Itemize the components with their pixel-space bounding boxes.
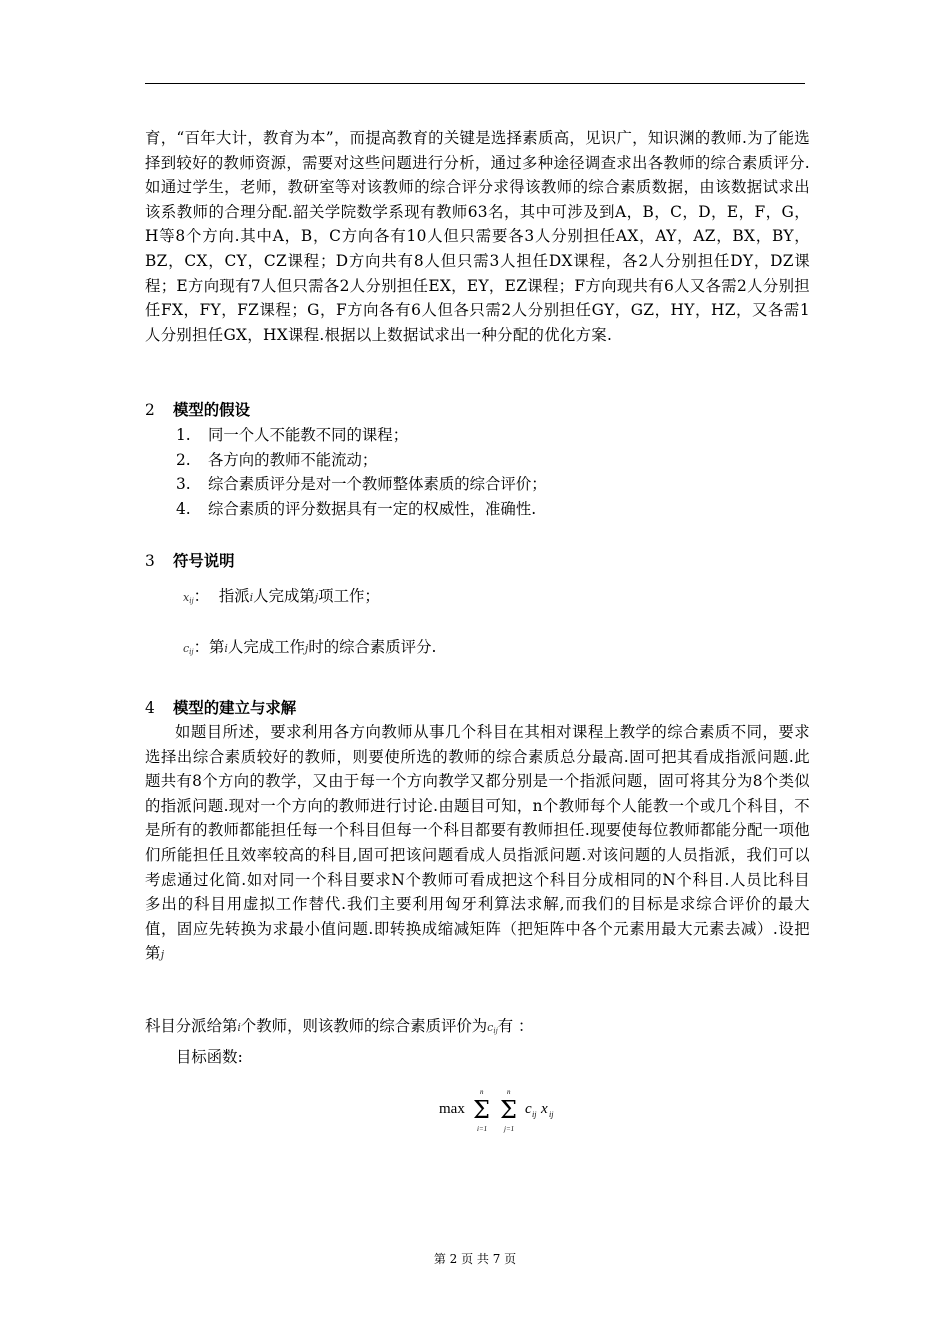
objective-formula (437, 1086, 577, 1136)
objective-label: 目标函数: (176, 1048, 243, 1066)
model-paragraph: 如题目所述，要求利用各方向教师从事几个科目在其相对课程上教学的综合素质不同，要求选择出综合素质较好的教师，则要使所选的教师的综合素质总分最高.固可把其看成指派问题.此题共有8个方向的教学，又由于每一个方向教学又都分别是一个指派问题，固可将其分为8个类似的指派问题.现对一个方向的教师进行讨论.由题目可知，n个教师每个人能教一个或几个科目，不是所有的教师都能担任每一个科目但每一个科目都要有教师担任.现要使每位教师都能分配一项他们所能担任且效率较高的科目,固可把该问题看成人员指派问题.对该问题的人员指派，我们可以考虑通过化简.如对同一个科目要求N个教师可看成把这个科目分成相同的N个科目.人员比科目多出的科目用虚拟工作替代.我们主要利用匈牙利算法求解,而我们的目标是求综合评价的最大值，固应先转换为求最小值问题.即转换成缩减矩阵（把矩阵中各个元素用最大元素去减）.设把第j (145, 723, 810, 963)
item-number: 2. (176, 450, 191, 469)
item-number: 3. (176, 475, 191, 494)
symbol-x: $x_{ij}$ (183, 591, 194, 605)
section-number: 2 (145, 401, 155, 419)
sum-lower-1: i=1 (477, 1125, 488, 1133)
item-text: 综合素质评分是对一个教师整体素质的综合评价； (208, 475, 547, 494)
symbol-x-definition: $x_{ij}$： 指派i人完成第j项工作； (183, 587, 380, 605)
sum-symbol-2: Σ (500, 1096, 517, 1124)
item-text: 各方向的教师不能流动； (208, 450, 378, 469)
section-number: 4 (145, 699, 155, 717)
intro-paragraph: 育，“百年大计，教育为本”，而提高教育的关键是选择素质高，见识广，知识渊的教师.为了能选择到较好的教师资源，需要对这些问题进行分析，通过多种途径调查求出各教师的综合素质评分.如通过学生，老师，教研室等对该教师的综合评分求得该教师的综合素质数据，由该数据试求出该系教师的合理分配.韶关学院数学系现有教师63名，其中可涉及到A，B，C，D，E，F，G，H等8个方向.其中A，B，C方向各有10人但只需要各3人分别担任AX，AY，AZ，BX，BY，BZ，CX，CY，CZ课程；D方向共有8人但只需3人担任DX课程，各2人分别担任DY，DZ课程；E方向现有7人但只需各2人分别担任EX，EY，EZ课程；F方向现共有6人又各需2人分别担任FX，FY，FZ课程；G，F方向各有6人但各只需2人分别担任GY，GZ，HY，HZ，又各需1人分别担任GX，HX课程.根据以上数据试求出一种分配的优化方案. (145, 129, 810, 344)
section-2-heading (145, 399, 250, 421)
item-text: 综合素质的评分数据具有一定的权威性，准确性. (208, 499, 537, 518)
page-footer: 第 2 页 共 7 页 (433, 1252, 517, 1266)
item-number: 4. (176, 499, 191, 518)
header-rule (145, 83, 805, 84)
sum-upper-2: n (507, 1088, 511, 1096)
assumption-list (176, 423, 547, 521)
section-3-heading (145, 550, 235, 572)
list-item (176, 472, 547, 497)
term-c-sub: ij (532, 1110, 537, 1119)
sum-upper-1: n (480, 1088, 484, 1096)
formula-max: max (439, 1101, 465, 1117)
term-x: x (541, 1101, 548, 1117)
section-title: 模型的建立与求解 (173, 699, 297, 717)
term-c: c (525, 1101, 532, 1117)
section-title: 符号说明 (173, 552, 235, 570)
sum-lower-2: j=1 (504, 1125, 515, 1133)
section-number: 3 (145, 552, 155, 570)
assignment-line: 科目分派给第i个教师，则该教师的综合素质评价为$c_{ij}$有 ： (145, 1017, 534, 1035)
sum-symbol-1: Σ (473, 1096, 490, 1124)
symbol-c: $c_{ij}$ (183, 642, 194, 656)
item-text: 同一个人不能教不同的课程； (208, 426, 409, 444)
list-item (176, 497, 547, 522)
section-title: 模型的假设 (173, 401, 250, 419)
item-number: 1. (176, 426, 191, 444)
section-4-heading (145, 697, 296, 719)
symbol-c-definition: $c_{ij}$：第i人完成工作j时的综合素质评分. (183, 638, 437, 656)
term-x-sub: ij (549, 1110, 554, 1119)
list-item (176, 423, 547, 448)
list-item (176, 448, 547, 473)
